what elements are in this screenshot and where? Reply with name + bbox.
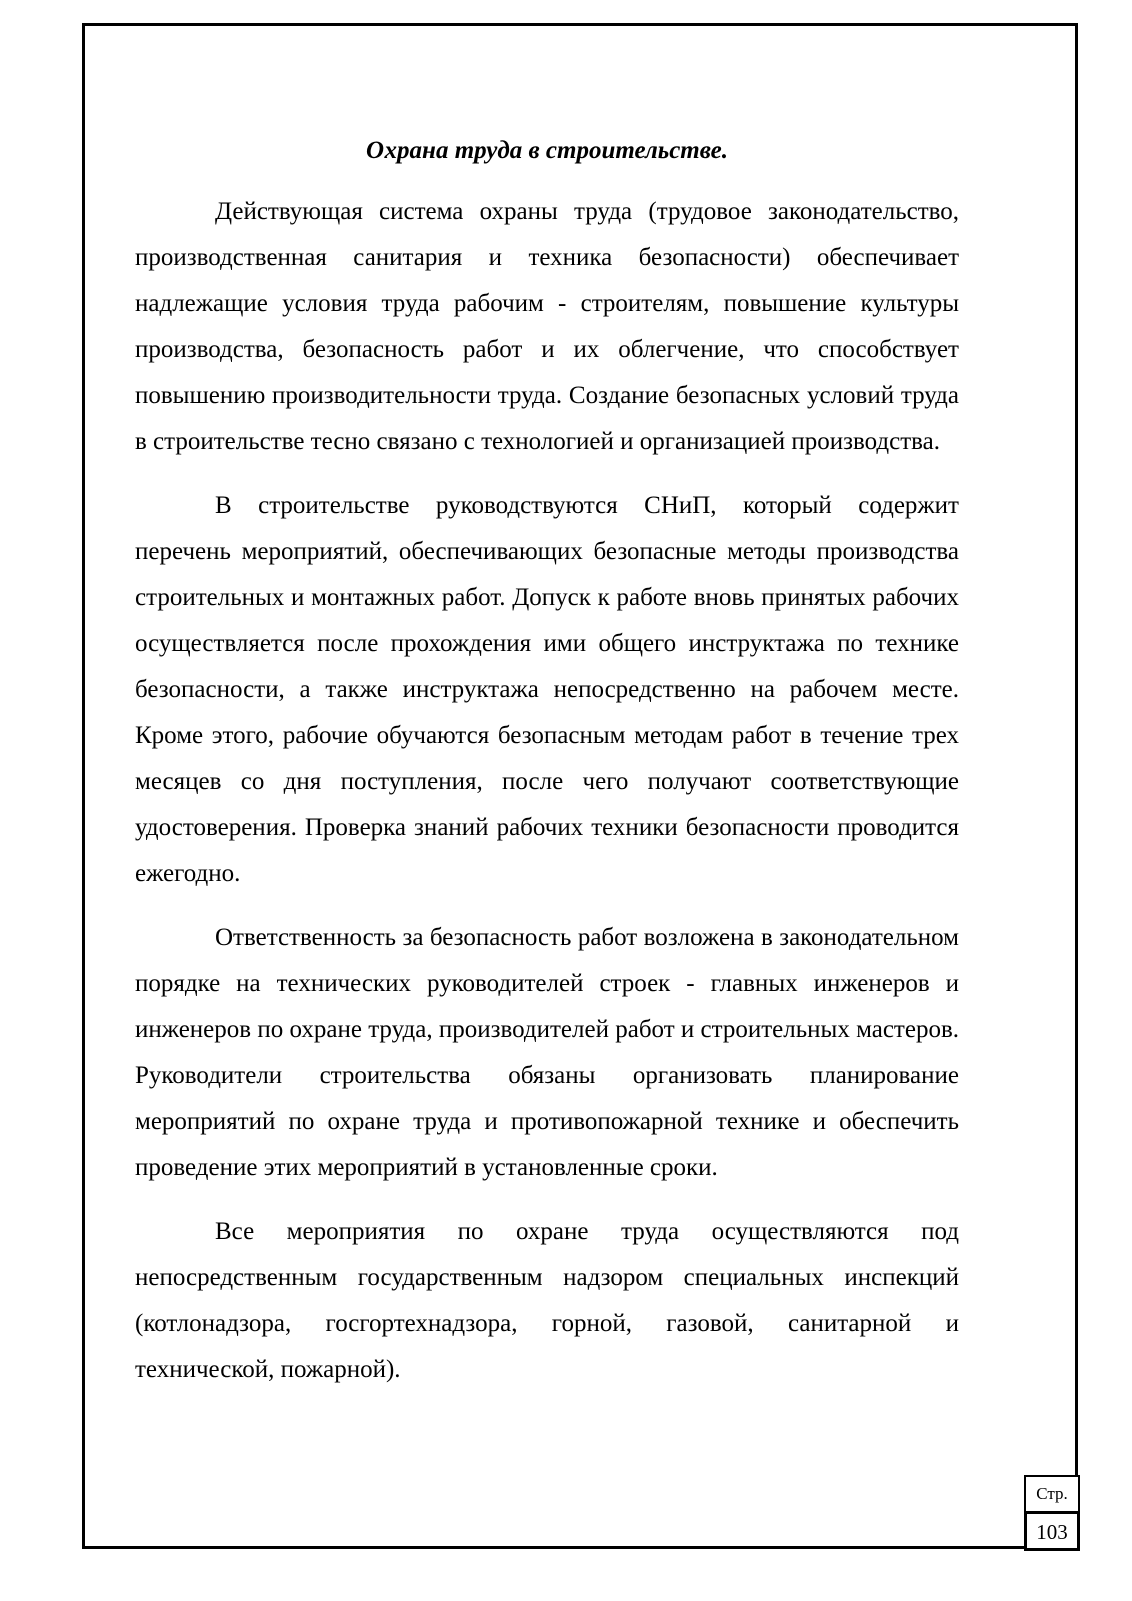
- paragraph: Все мероприятия по охране труда осуществляются под непосредственным государственным надзором специальных инспекций (котлонадзора, госгортехнадзора, горной, газовой, санитарной и технической, пожарной).: [135, 1218, 959, 1383]
- page-number: 103: [1024, 1511, 1080, 1551]
- document-body: [135, 133, 959, 1411]
- document-title: Охрана труда в строительстве.: [366, 137, 728, 164]
- paragraph: Ответственность за безопасность работ возложена в законодательном порядке на технических руководителей строек - главных инженеров и инженеров по охране труда, производителей работ и строительных мастеров. Руководители строительства обязаны организовать планирование мероприятий по охране труда и противопожарной технике и обеспечить проведение этих мероприятий в установленные сроки.: [135, 924, 959, 1181]
- paragraph: Действующая система охраны труда (трудовое законодательство, производственная санитария и техника безопасности) обеспечивает надлежащие условия труда рабочим - строителям, повышение культуры производства, безопасность работ и их облегчение, что способствует повышению производительности труда. Создание безопасных условий труда в строительстве тесно связано с технологией и организацией производства.: [135, 198, 959, 455]
- page-label: Стр.: [1024, 1475, 1080, 1513]
- paragraph: В строительстве руководствуются СНиП, который содержит перечень мероприятий, обеспечивающих безопасные методы производства строительных и монтажных работ. Допуск к работе вновь принятых рабочих осуществляется после прохождения ими общего инструктажа по технике безопасности, а также инструктажа непосредственно на рабочем месте. Кроме этого, рабочие обучаются безопасным методам работ в течение трех месяцев со дня поступления, после чего получают соответствующие удостоверения. Проверка знаний рабочих техники безопасности проводится ежегодно.: [135, 492, 959, 887]
